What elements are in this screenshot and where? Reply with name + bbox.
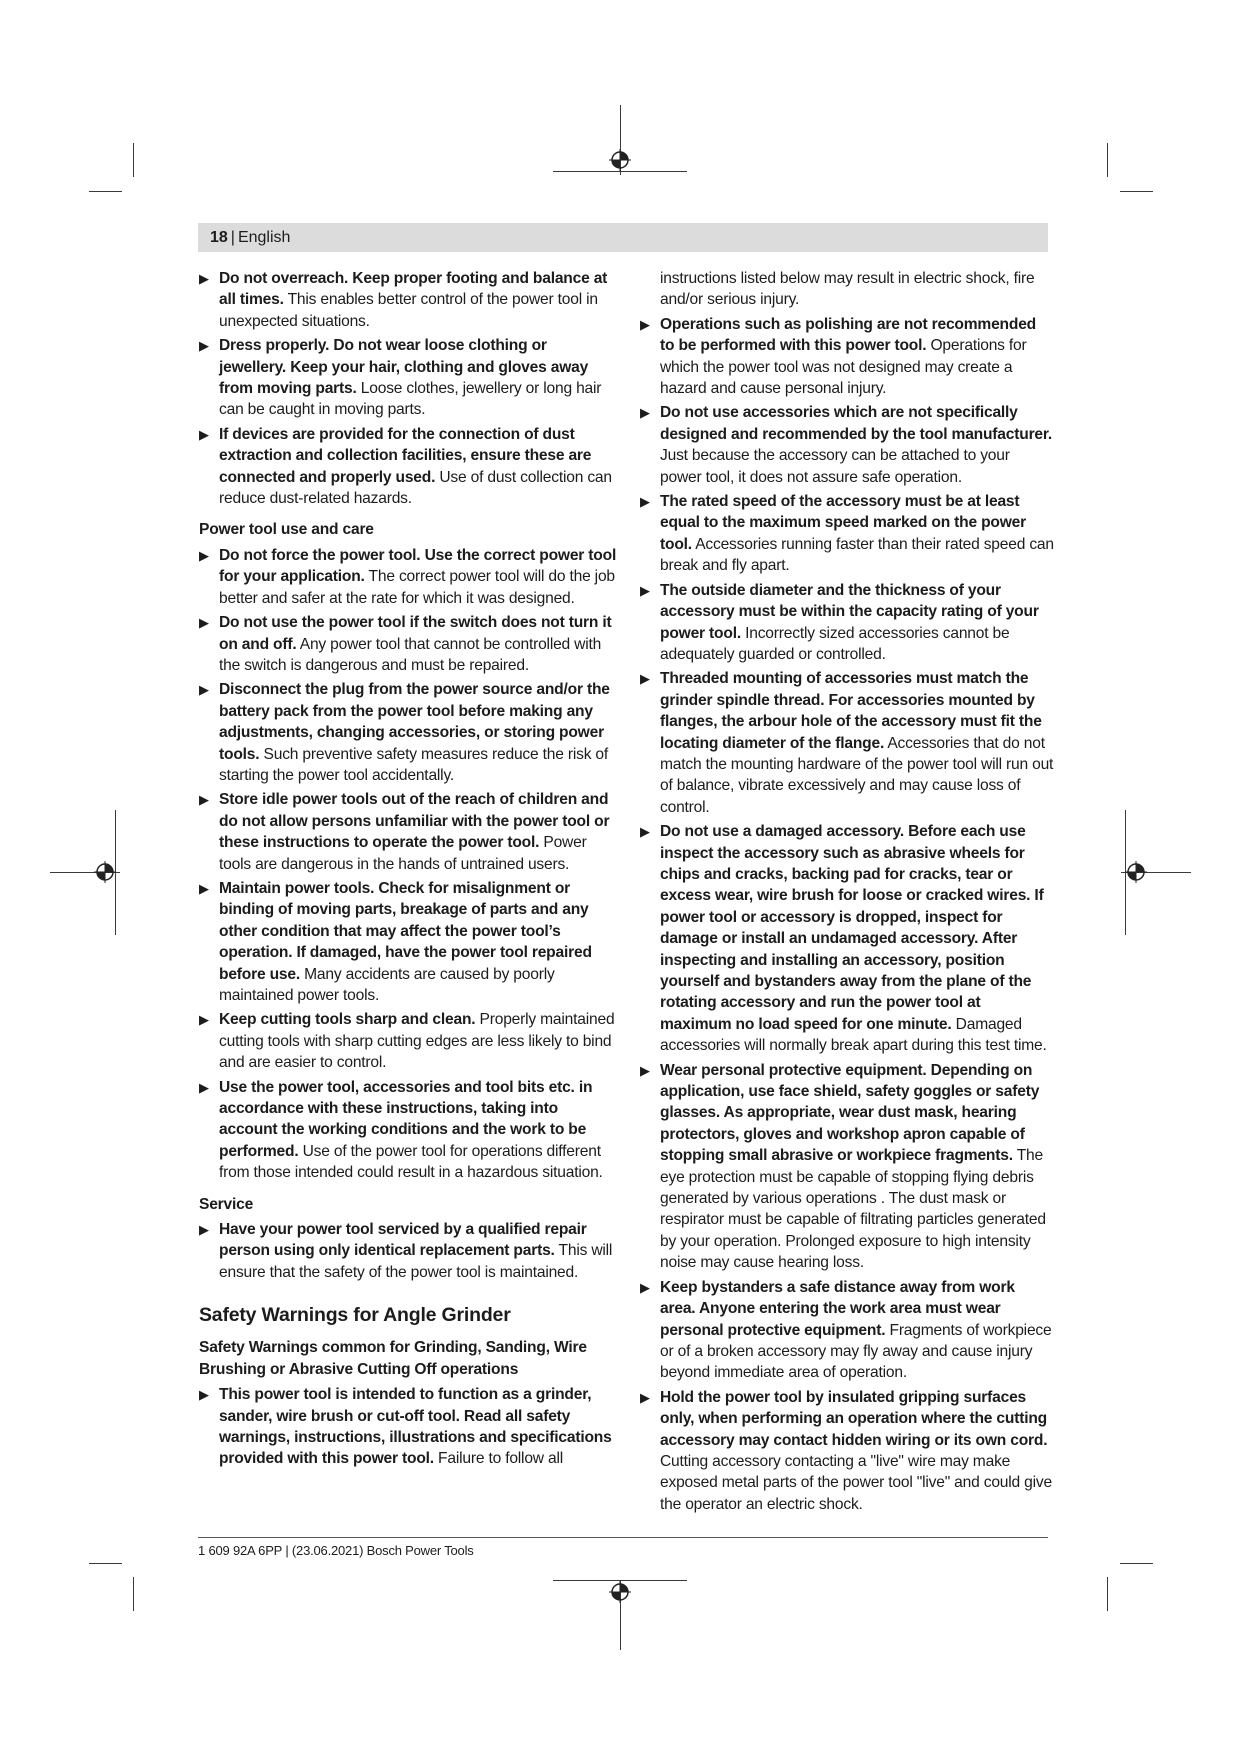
- left-column: [199, 268, 617, 1473]
- registration-mark-icon: [94, 861, 116, 883]
- list-item: ▶ Wear personal protective equipment. Depending on application, use face shield, safety goggles or safety glasses. As appropriate, wear dust mask, hearing protectors, gloves and workshop apron capable of stopping small abrasive or workpiece fragments. The eye protection must be capable of stopping flying debris generated by various operations . The dust mask or respirator must be capable of filtrating particles generated by your operation. Prolonged exposure to high intensity noise may cause hearing loss.: [640, 1061, 1046, 1272]
- list-item: ▶ Do not overreach. Keep proper footing and balance at all times. This enables better control of the power tool in unexpected situations.: [199, 270, 608, 330]
- bullet-triangle-icon: ▶: [199, 682, 209, 698]
- bullet-triangle-icon: ▶: [199, 547, 209, 563]
- header-separator: |: [230, 228, 235, 246]
- bullet-triangle-icon: ▶: [199, 1387, 209, 1403]
- footer-divider: [198, 1537, 1048, 1538]
- subheading-common-warnings: Safety Warnings common for Grinding, Sanding, Wire Brushing or Abrasive Cutting Off operations: [199, 1339, 587, 1378]
- crop-mark: [89, 191, 122, 192]
- bullet-triangle-icon: ▶: [199, 792, 209, 808]
- bullet-triangle-icon: ▶: [640, 824, 650, 840]
- bullet-triangle-icon: ▶: [640, 1279, 650, 1295]
- list-item: ▶ Keep bystanders a safe distance away from work area. Anyone entering the work area must wear personal protective equipment. Fragments of workpiece or of a broken accessory may fly away and cause injury beyond immediate area of operation.: [640, 1278, 1052, 1382]
- page-header: [198, 223, 1048, 252]
- bullet-triangle-icon: ▶: [199, 1012, 209, 1028]
- bullet-triangle-icon: ▶: [640, 1062, 650, 1078]
- list-item: ▶ Do not use accessories which are not specifically designed and recommended by the tool manufacturer. Just because the accessory can be attached to your power tool, it does not assure safe operation.: [640, 404, 1053, 486]
- crop-mark: [1120, 1563, 1153, 1564]
- registration-mark-icon: [609, 149, 631, 171]
- bullet-triangle-icon: ▶: [640, 582, 650, 598]
- list-item: ▶ Operations such as polishing are not recommended to be performed with this power tool. Operations for which the power tool was not designed may create a hazard and cause personal injury.: [640, 315, 1036, 398]
- bullet-triangle-icon: ▶: [640, 671, 650, 687]
- list-item: ▶ Do not use a damaged accessory. Before each use inspect the accessory such as abrasive wheels for chips and cracks, backing pad for cracks, tear or excess wear, wire brush for loose or cracked wires. If power tool or accessory is dropped, inspect for damage or install an undamaged accessory. After inspecting and installing an accessory, position yourself and bystanders away from the plane of the rotating accessory and run the power tool at maximum no load speed for one minute. Damaged accessories will normally break apart during this test time.: [640, 823, 1047, 1055]
- bullet-triangle-icon: ▶: [199, 338, 209, 354]
- bullet-triangle-icon: ▶: [199, 1079, 209, 1095]
- right-column: [640, 268, 1054, 1518]
- crop-mark: [1120, 191, 1153, 192]
- continuation-text: instructions listed below may result in electric shock, fire and/or serious injury.: [660, 270, 1035, 309]
- list-item: ▶ Keep cutting tools sharp and clean. Properly maintained cutting tools with sharp cutting edges are less likely to bind and are easier to control.: [199, 1011, 615, 1072]
- list-item: ▶ Have your power tool serviced by a qualified repair person using only identical replacement parts. This will ensure that the safety of the power tool is maintained.: [199, 1221, 613, 1281]
- list-item: ▶ Maintain power tools. Check for misalignment or binding of moving parts, breakage of parts and any other condition that may affect the power tool’s operation. If damaged, have the power tool repaired before use. Many accidents are caused by poorly maintained power tools.: [199, 879, 592, 1004]
- list-item: ▶ The outside diameter and the thickness of your accessory must be within the capacity rating of your power tool. Incorrectly sized accessories cannot be adequately guarded or controlled.: [640, 581, 1039, 663]
- crop-mark: [133, 1577, 134, 1611]
- list-item: ▶ Disconnect the plug from the power source and/or the battery pack from the power tool before making any adjustments, changing accessories, or storing power tools. Such preventive safety measures reduce the risk of starting the power tool accidentally.: [199, 681, 610, 784]
- bullet-triangle-icon: ▶: [199, 271, 209, 286]
- crop-mark: [89, 1563, 122, 1564]
- section-heading-use-care: Power tool use and care: [199, 521, 374, 539]
- crop-mark: [1107, 1577, 1108, 1611]
- list-item: ▶ Hold the power tool by insulated gripping surfaces only, when performing an operation where the cutting accessory may contact hidden wiring or its own cord. Cutting accessory contacting a "live" wire may make exposed metal parts of the power tool "live" and could give the operator an electric shock.: [640, 1388, 1052, 1513]
- list-item: ▶ Use the power tool, accessories and tool bits etc. in accordance with these instructions, taking into account the working conditions and the work to be performed. Use of the power tool for operations different from those intended could result in a hazardous situation.: [199, 1078, 603, 1182]
- list-item: ▶ Store idle power tools out of the reach of children and do not allow persons unfamiliar with the power tool or these instructions to operate the power tool. Power tools are dangerous in the hands of untrained users.: [199, 791, 610, 873]
- bullet-triangle-icon: ▶: [640, 494, 650, 510]
- page-number: 18: [210, 228, 228, 246]
- list-item: ▶ This power tool is intended to function as a grinder, sander, wire brush or cut-off tool. Read all safety warnings, instructions, illustrations and specifications provided with this power tool. Failure to follow all: [199, 1386, 612, 1468]
- crop-mark: [553, 171, 687, 172]
- registration-mark-icon: [1125, 861, 1147, 883]
- bullet-triangle-icon: ▶: [640, 405, 650, 421]
- heading-angle-grinder: Safety Warnings for Angle Grinder: [199, 1304, 511, 1327]
- registration-mark-icon: [609, 1581, 631, 1603]
- bullet-triangle-icon: ▶: [640, 1389, 650, 1405]
- list-item: ▶ Dress properly. Do not wear loose clothing or jewellery. Keep your hair, clothing and gloves away from moving parts. Loose clothes, jewellery or long hair can be caught in moving parts.: [199, 337, 602, 419]
- bullet-triangle-icon: ▶: [640, 316, 650, 332]
- page-footer: 1 609 92A 6PP | (23.06.2021) Bosch Power Tools: [198, 1543, 474, 1558]
- header-language: English: [237, 228, 291, 246]
- list-item: ▶ Do not force the power tool. Use the correct power tool for your application. The correct power tool will do the job better and safer at the rate for which it was designed.: [199, 546, 617, 607]
- section-heading-service: Service: [199, 1195, 254, 1213]
- bullet-triangle-icon: ▶: [199, 1222, 209, 1238]
- crop-mark: [133, 143, 134, 177]
- list-item: ▶ Do not use the power tool if the switch does not turn it on and off. Any power tool that cannot be controlled with the switch is dangerous and must be repaired.: [199, 614, 612, 674]
- list-item: ▶ Threaded mounting of accessories must match the grinder spindle thread. For accessories mounted by flanges, the arbour hole of the accessory must fit the locating diameter of the flange. Accessories that do not match the mounting hardware of the power tool will run out of balance, vibrate excessively and may cause loss of control.: [640, 670, 1054, 816]
- list-item: ▶ If devices are provided for the connection of dust extraction and collection facilities, ensure these are connected and properly used. Use of dust collection can reduce dust-related hazards.: [199, 425, 612, 508]
- bullet-triangle-icon: ▶: [199, 426, 209, 442]
- crop-mark: [1107, 143, 1108, 177]
- list-item: ▶ The rated speed of the accessory must be at least equal to the maximum speed marked on the power tool. Accessories running faster than their rated speed can break and fly apart.: [640, 493, 1054, 575]
- bullet-triangle-icon: ▶: [199, 880, 209, 896]
- bullet-triangle-icon: ▶: [199, 615, 209, 631]
